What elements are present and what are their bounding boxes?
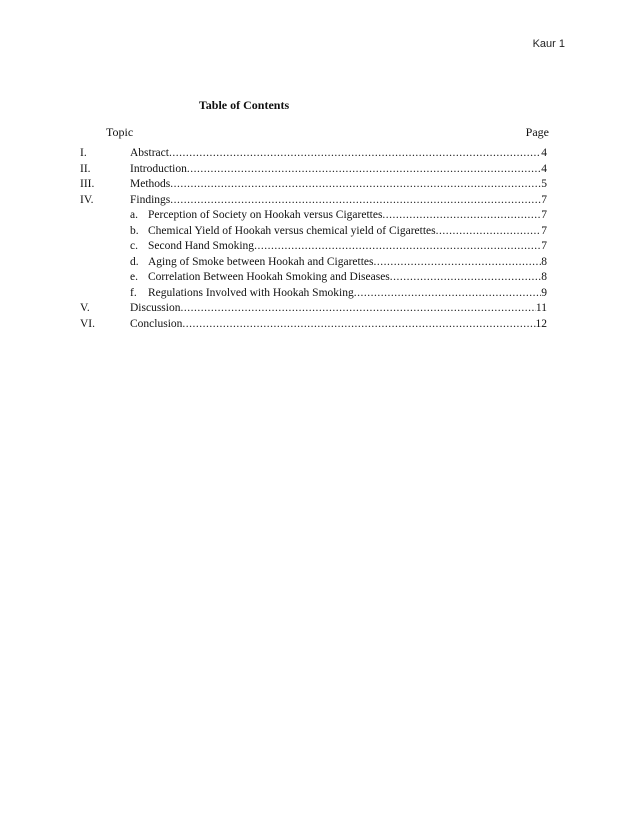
toc-entry-abstract[interactable] xyxy=(80,147,547,163)
subentry-page: 7 xyxy=(541,209,547,221)
subentry-title: Regulations Involved with Hookah Smoking xyxy=(148,286,354,299)
dot-leader xyxy=(182,318,535,330)
toc-entry-discussion[interactable] xyxy=(80,302,547,318)
dot-leader xyxy=(169,147,541,159)
toc-subentry-chemical-yield[interactable] xyxy=(80,225,547,241)
entry-page: 5 xyxy=(541,178,547,190)
subentry-title: Correlation Between Hookah Smoking and Diseases xyxy=(148,271,390,283)
entry-number: V. xyxy=(80,302,90,314)
dot-leader xyxy=(436,225,542,237)
dot-leader xyxy=(187,163,541,175)
toc-entry-introduction[interactable] xyxy=(80,163,547,179)
subentry-letter: d. xyxy=(130,255,139,268)
subentry-letter: a. xyxy=(130,209,138,221)
dot-leader xyxy=(354,287,542,299)
dot-leader xyxy=(382,209,541,221)
dot-leader xyxy=(390,271,541,283)
toc-entry-findings[interactable] xyxy=(80,194,547,210)
entry-title: Conclusion xyxy=(130,317,183,330)
entry-number: I. xyxy=(80,147,87,159)
entry-title: Discussion xyxy=(130,302,181,314)
entry-number: IV. xyxy=(80,193,94,206)
subentry-letter: c. xyxy=(130,240,138,252)
toc-subentry-correlation[interactable] xyxy=(80,271,547,287)
toc-list xyxy=(80,147,547,333)
entry-title: Methods xyxy=(130,178,171,190)
subentry-title: Aging of Smoke between Hookah and Cigarettes xyxy=(148,255,374,268)
toc-entry-conclusion[interactable] xyxy=(80,318,547,334)
toc-subentry-second-hand[interactable] xyxy=(80,240,547,256)
toc-title: Table of Contents xyxy=(198,98,290,112)
subentry-letter: e. xyxy=(130,271,138,283)
page-column-label: Page xyxy=(525,125,549,139)
entry-title: Abstract xyxy=(130,147,169,159)
toc-subentry-regulations[interactable] xyxy=(80,287,547,303)
dot-leader xyxy=(170,178,541,190)
dot-leader xyxy=(254,240,541,252)
subentry-page: 7 xyxy=(541,224,547,237)
topic-column-label: Topic xyxy=(106,125,134,139)
dot-leader xyxy=(170,194,541,206)
entry-page: 4 xyxy=(541,162,547,175)
entry-page: 4 xyxy=(541,147,547,159)
subentry-page: 7 xyxy=(541,240,547,252)
subentry-page: 8 xyxy=(541,271,547,283)
entry-page: 12 xyxy=(535,317,547,330)
entry-number: VI. xyxy=(80,317,96,330)
toc-title-wrap xyxy=(0,98,638,113)
subentry-title: Chemical Yield of Hookah versus chemical yield of Cigarettes xyxy=(148,224,436,237)
dot-leader xyxy=(373,256,541,268)
entry-number: III. xyxy=(80,178,95,190)
subentry-letter: b. xyxy=(130,224,139,237)
subentry-title: Second Hand Smoking xyxy=(148,240,255,252)
subentry-title: Perception of Society on Hookah versus Cigarettes xyxy=(148,209,383,221)
running-head: Kaur 1 xyxy=(532,38,565,50)
toc-entry-methods[interactable] xyxy=(80,178,547,194)
dot-leader xyxy=(180,302,535,314)
subentry-letter: f. xyxy=(130,286,137,299)
subentry-page: 8 xyxy=(541,255,547,268)
entry-page: 7 xyxy=(541,193,547,206)
entry-title: Findings xyxy=(130,193,171,206)
subentry-page: 9 xyxy=(541,286,547,299)
entry-page: 11 xyxy=(535,302,547,314)
entry-title: Introduction xyxy=(130,162,187,175)
toc-subentry-perception[interactable] xyxy=(80,209,547,225)
toc-subentry-aging[interactable] xyxy=(80,256,547,272)
entry-number: II. xyxy=(80,162,91,175)
